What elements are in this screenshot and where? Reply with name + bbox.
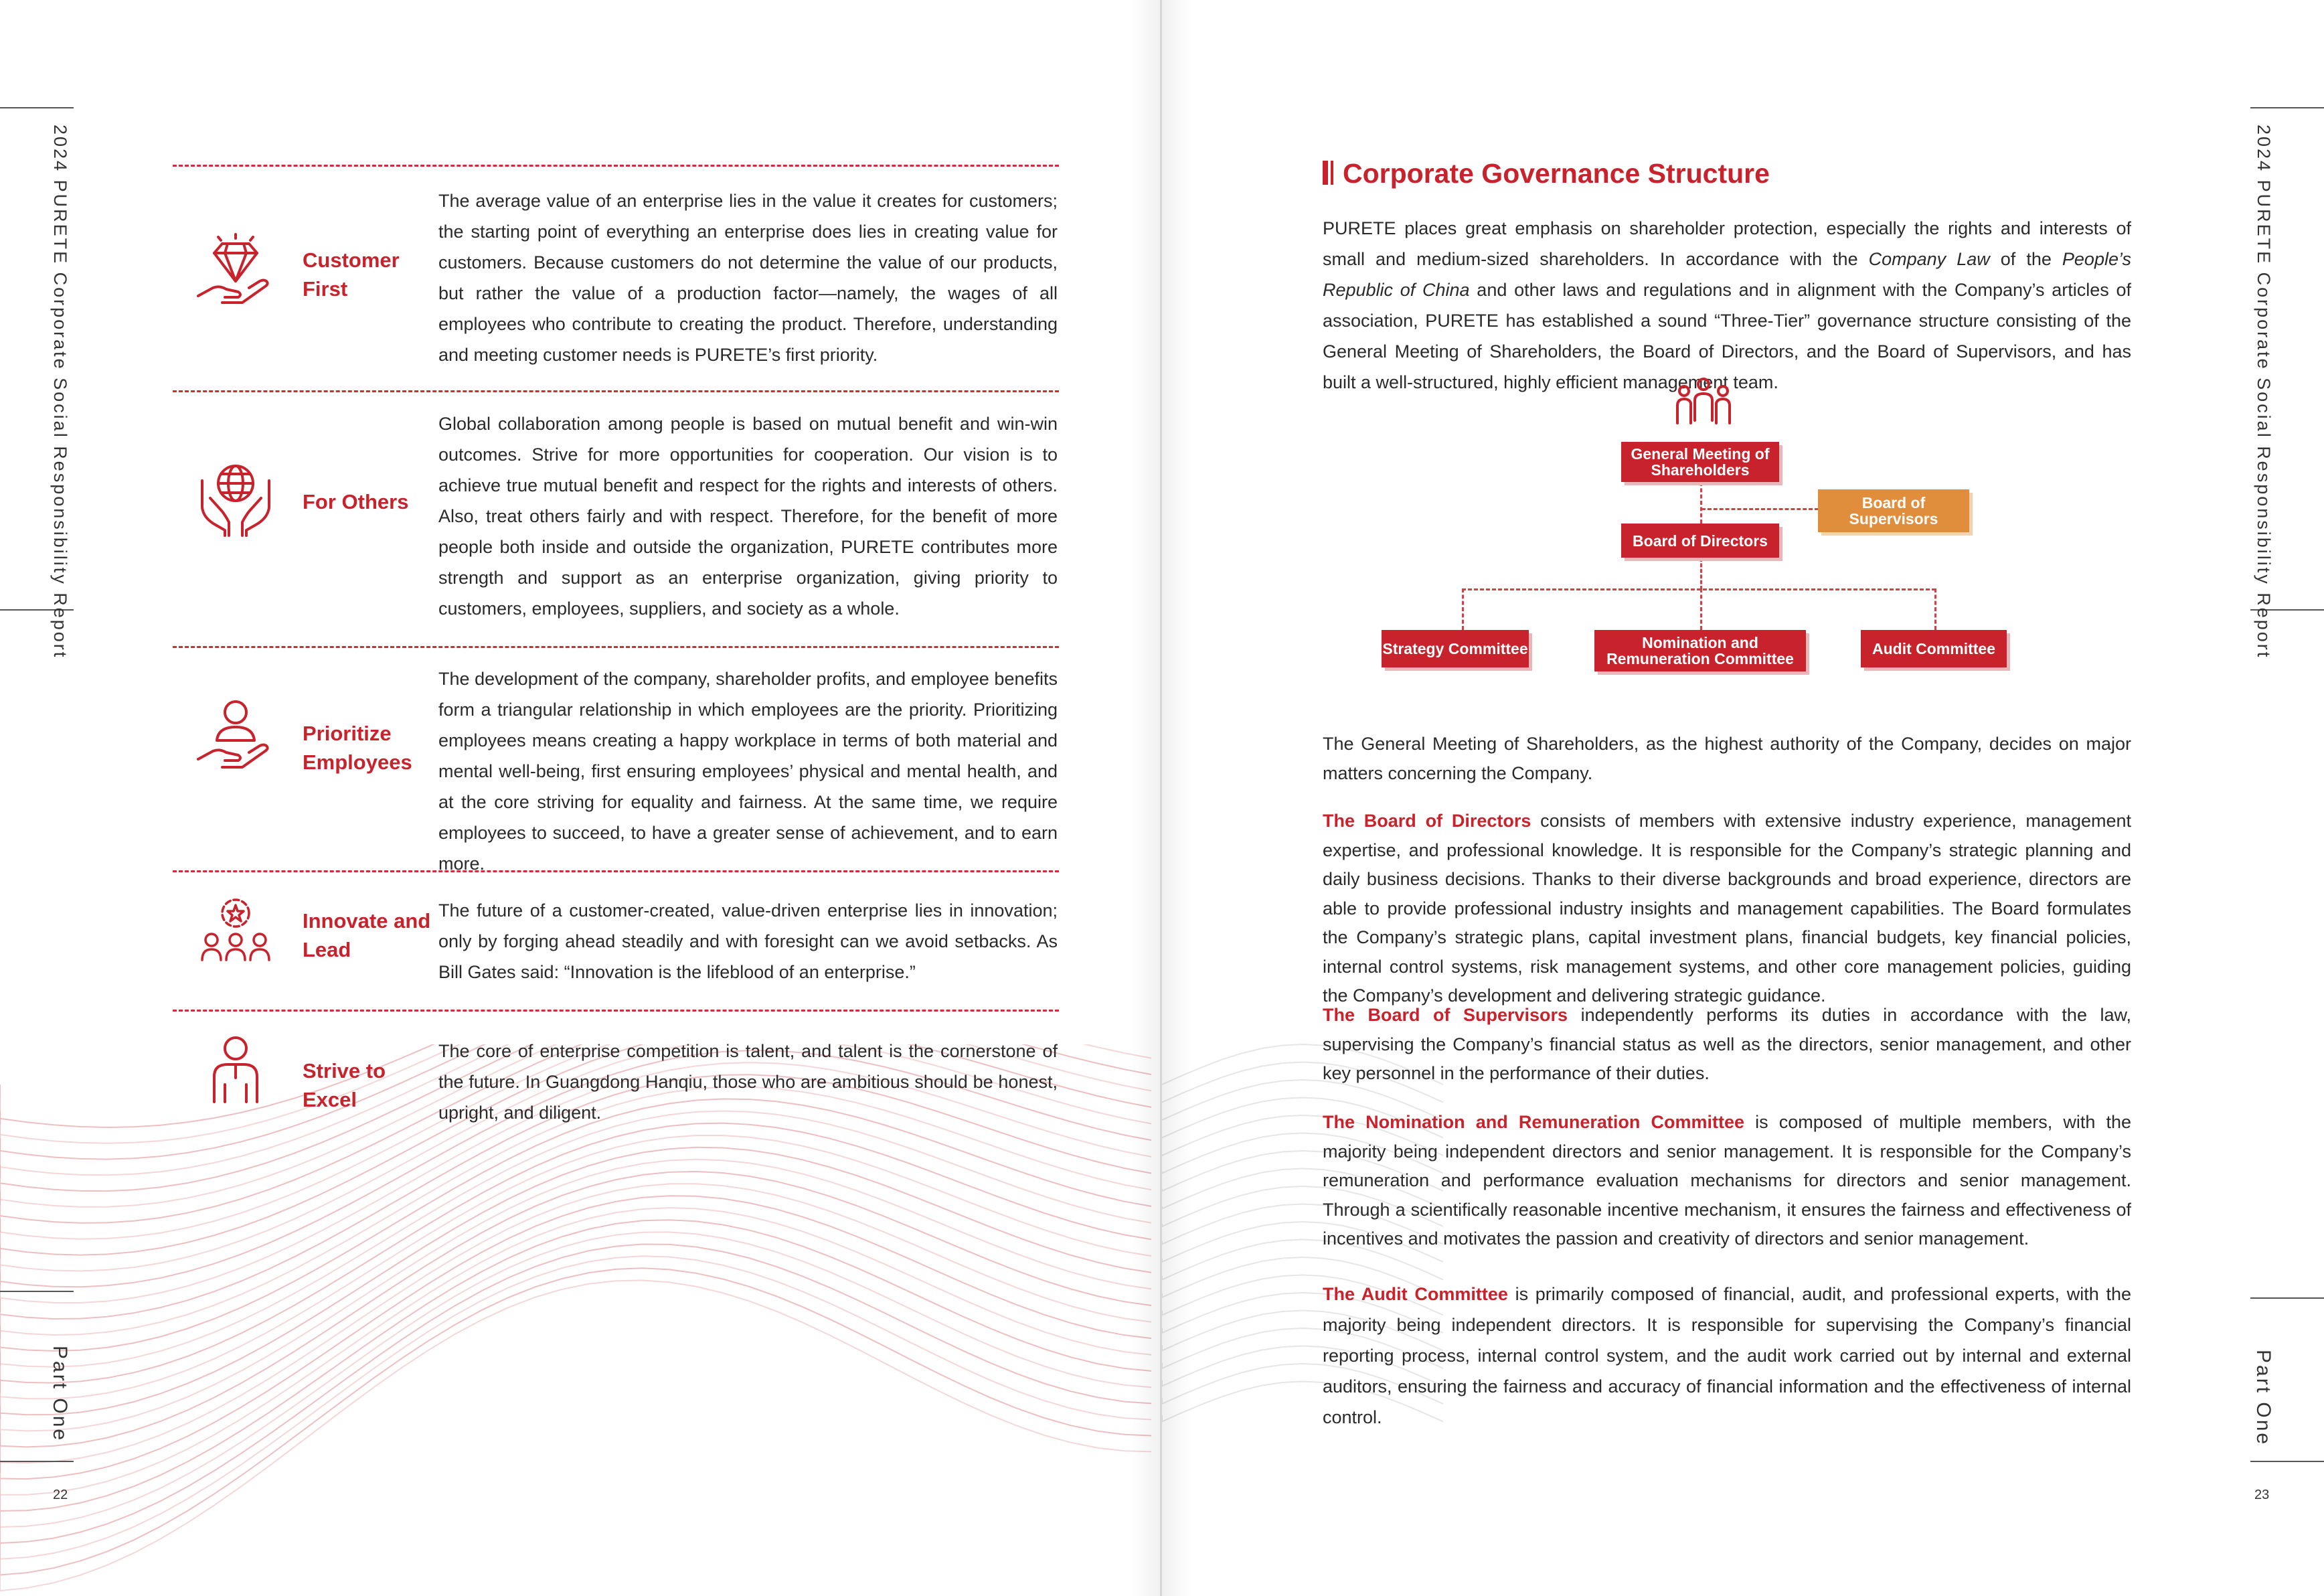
general-meeting-box: General Meeting of Shareholders [1621,442,1779,482]
side-rule-top [0,107,74,108]
wave-line [0,1135,1151,1399]
audit-committee-box: Audit Committee [1861,630,2007,667]
divider [173,390,1059,392]
country-name: People’s Republic of China [1323,249,2131,300]
intro-text-1: PURETE places great emphasis on shareholder protection, especially the rights and interests of small and medium-sized shareholders. In accordance with the [1323,218,2131,269]
value-title: Prioritize Employees [303,722,412,774]
part-label: Part One [2252,1350,2274,1447]
globe-hands-icon [195,461,276,541]
paragraph-text: is primarily composed of financial, audit, and professional experts, with the majority being independent directors. It is responsible for supervising the Company’s financial reporting process, internal control system, and the audit work carried out by internal and external auditors, ensuring the fairness and accuracy of financial information and the effectiveness of internal control. [1323,1284,2131,1427]
value-title: Innovate and Lead [303,909,431,961]
side-rule-part-bottom [0,1461,74,1462]
strategy-committee-box: Strategy Committee [1382,630,1529,667]
wave-line [0,1208,1151,1495]
side-rule-part-bottom [2250,1461,2324,1462]
paragraph-text: is composed of multiple members, with the majority being independent directors and senior management. It is responsible for the Company’s remuneration and performance evaluation mechanisms for directors and senior management. Through a scientifically reasonable incentive mechanism, it ensures the fairness and effectiveness of incentives and motivates the passion and creativity of directors and senior management. [1323,1112,2131,1249]
wave-line [0,1256,1151,1559]
connector [1462,588,1464,630]
wave-line [0,1123,1151,1383]
value-title: Strive to Excel [303,1059,386,1111]
value-description: Global collaboration among people is based on mutual benefit and win-win outcomes. Strive for more opportunities for cooperation. Our vision is to achieve true mutual benefit and respect for the rights and interests of others. Also, treat others fairly and with respect. Therefore, for the benefit of more people both inside and outside the organization, PURETE contributes more strength and support as an enterprise organization, giving priority to customers, employees, suppliers, and society as a whole. [438,414,1058,619]
connector [1700,588,1702,630]
person-icon [195,1031,276,1111]
wave-line [0,1268,1151,1575]
report-side-title: 2024 PURETE Corporate Social Responsibility Report [50,125,70,659]
divider [173,870,1059,872]
value-description: The core of enterprise competition is talent, and talent is the cornerstone of the future. In Guangdong Hanqiu, those who are ambitious should be honest, upright, and diligent. [438,1041,1058,1123]
divider [173,165,1059,167]
page-number: 23 [2254,1488,2270,1502]
value-title: Customer First [303,248,400,301]
paragraph-text: consists of members with extensive industry experience, management expertise, and professional knowledge. It is responsible for the Company’s strategic planning and daily business decisions. Thanks to their diverse backgrounds and broad experience, directors are able to provide professional industry insights and management capabilities. The Board formulates the Company’s strategic plans, capital investment plans, financial budgets, key financial policies, internal control systems, risk management systems, and other core management policies, guiding the Company’s development and delivering strategic guidance. [1323,811,2132,1006]
wave-line [0,1172,1151,1447]
connector [1700,558,1702,590]
paragraph-lead: The Board of Supervisors [1323,1005,1568,1025]
value-description: The development of the company, shareholder profits, and employee benefits form a triangular relationship in which employees are the priority. Prioritizing employees means creating a happy workplace in terms of both material and mental well-being, first ensuring employees’ physical and mental health, and at the core striving for equality and fairness. At the same time, we require employees to succeed, to have a greater sense of achievement, and to earn more. [438,669,1058,874]
paragraph-lead: The Nomination and Remuneration Committee [1323,1112,1744,1132]
wave-line [0,1099,1151,1351]
value-description: The average value of an enterprise lies in the value it creates for customers; the starting point of everything an enterprise does lies in creating value for customers. Because customers do not determine the value of our products, but rather the value of a production factor—namely, the wages of all employees who contribute to creating the product. Therefore, understanding and meeting customer needs is PURETE’s first priority. [438,191,1058,365]
book-spine [1160,0,1162,1596]
person-hand-icon [195,698,276,778]
governance-paragraph [1323,1108,2131,1254]
divider [173,646,1059,648]
board-of-supervisors-box: Board of Supervisors [1818,489,1969,532]
part-label: Part One [49,1346,71,1443]
governance-paragraph [1323,1001,2131,1089]
people-group-icon [1673,375,1734,435]
governance-paragraph [1323,730,2131,788]
side-rule-part-top [2250,1297,2324,1299]
wave-line [0,1281,1151,1591]
intro-text-2: of the [1989,249,2062,269]
report-side-title: 2024 PURETE Corporate Social Responsibility Report [2254,125,2274,659]
side-rule-part-top [0,1291,74,1292]
value-title: For Others [303,490,409,513]
heading-marker [1323,161,1328,185]
governance-paragraph [1323,807,2131,1011]
side-rule-top [2250,107,2324,108]
section-heading: Corporate Governance Structure [1343,158,1770,189]
wave-line [0,1220,1151,1511]
nomination-remuneration-committee-box: Nomination and Remuneration Committee [1594,630,1806,671]
connector [1700,482,1702,524]
law-name: Company Law [1868,249,1990,269]
paragraph-text: The General Meeting of Shareholders, as the highest authority of the Company, decides on major matters concerning the Company. [1323,734,2131,783]
paragraph-lead: The Audit Committee [1323,1284,1508,1304]
divider [173,1010,1059,1012]
team-gear-icon [195,893,276,973]
diamond-hand-icon [195,232,276,312]
paragraph-lead: The Board of Directors [1323,811,1531,831]
paragraph-text: independently performs its duties in accordance with the law, supervising the Company’s financial status as well as the directors, senior management, and other key personnel in the performance of their duties. [1323,1005,2131,1083]
connector [1934,588,1936,630]
connector [1462,588,1936,590]
page-number: 22 [53,1488,68,1502]
connector [1702,508,1819,510]
intro-paragraph [1323,213,2131,398]
board-of-directors-box: Board of Directors [1621,524,1779,558]
value-description: The future of a customer-created, value-driven enterprise lies in innovation; only by forging ahead steadily and with foresight can we avoid setbacks. As Bill Gates said: “Innovation is the lifeblood of an enterprise.” [438,900,1058,982]
intro-text-3: and other laws and regulations and in alignment with the Company’s articles of association, PURETE has established a sound “Three-Tier” governance structure consisting of the General Meeting of Shareholders, the Board of Directors, and the Board of Supervisors, and has built a well-structured, highly efficient management team. [1323,280,2131,392]
governance-paragraph [1323,1279,2131,1433]
heading-marker-thin [1331,161,1333,185]
